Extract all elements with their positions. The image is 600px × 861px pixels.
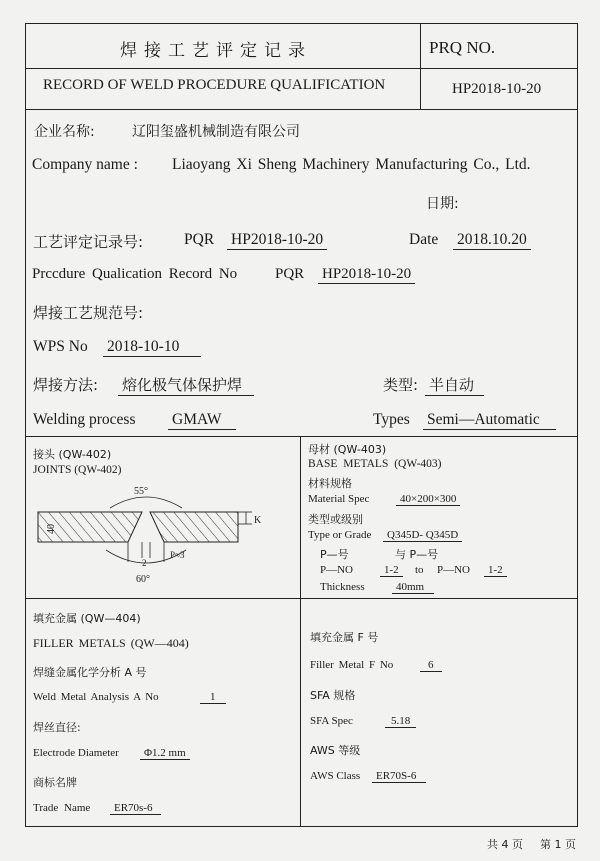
analysis-value: 1 [200, 691, 226, 704]
frame-top [25, 23, 578, 24]
p-no-value-2: 1-2 [484, 564, 507, 577]
analysis-label: Weld Metal Analysis A No [33, 691, 159, 703]
f-no-cn: 填充金属 F 号 [310, 631, 379, 644]
record-label-cn: 工艺评定记录号: [33, 233, 144, 251]
sfa-cn: SFA 规格 [310, 689, 356, 702]
filler-label-cn: 填充金属 (QW—404) [33, 612, 141, 625]
frame-left [25, 23, 26, 827]
type-value-cn: 半自动 [425, 374, 484, 396]
thickness-label-en: Thickness [320, 581, 365, 593]
sfa-value: 5.18 [385, 715, 416, 728]
company-name-cn: 辽阳玺盛机械制造有限公司 [132, 124, 300, 140]
type-label-en: Types [373, 411, 410, 428]
aws-value: ER70S-6 [372, 770, 426, 783]
material-spec-label: Material Spec [308, 493, 370, 505]
joint-diagram [30, 478, 265, 590]
company-name-en: Liaoyang Xi Sheng Machinery Manufacturing Co., Ltd. [172, 156, 531, 173]
header-divider-v [420, 23, 421, 109]
p-no-value: 1-2 [380, 564, 403, 577]
p-no-label-2: P—NO [437, 564, 471, 576]
wps-label-cn: 焊接工艺规范号: [33, 304, 144, 322]
base-metals-label-cn: 母材 (QW-403) [308, 443, 387, 456]
p-no-cn: P—号 [320, 548, 349, 561]
frame-right [577, 23, 578, 827]
type-value-en: Semi—Automatic [423, 411, 556, 430]
record-pqr-prefix: PQR [184, 231, 215, 248]
process-label-en: Welding process [33, 411, 136, 428]
process-value-en: GMAW [168, 411, 236, 430]
wps-value: 2018-10-10 [103, 338, 201, 357]
base-metals-label-en: BASE METALS (QW-403) [308, 458, 442, 470]
filler-label-en: FILLER METALS (QW—404) [33, 636, 189, 650]
with-p-no-cn: 与 P—号 [395, 548, 439, 561]
company-name-cn-label: 企业名称: [34, 124, 95, 140]
header-divider-h2 [25, 109, 578, 110]
type-label-cn: 类型: [383, 376, 419, 394]
angle-bottom-label: 60° [136, 574, 150, 585]
gap-label: 2 [142, 558, 147, 568]
right-plate [150, 512, 238, 542]
process-label-cn: 焊接方法: [33, 376, 99, 394]
aws-label: AWS Class [310, 770, 361, 782]
record-pqr-prefix-en: PQR [275, 266, 305, 282]
prq-value: HP2018-10-20 [452, 81, 542, 97]
trade-value: ER70s-6 [110, 802, 161, 815]
material-spec-value: 40×200×300 [396, 493, 460, 506]
grade-label: Type or Grade [308, 529, 372, 541]
date-label-en: Date [409, 231, 439, 248]
section-divider-2 [25, 598, 578, 599]
p-no-to: to [415, 564, 424, 576]
p-no-label: P—NO [320, 564, 354, 576]
trade-label: Trade Name [33, 802, 91, 814]
total-pages: 共 4 页 [487, 838, 523, 851]
thickness-label: 40 [46, 524, 57, 534]
root-face-label: P≈3 [170, 550, 185, 560]
title-cn: 焊接工艺评定记录 [120, 41, 312, 61]
company-name-en-label: Company name : [32, 156, 138, 173]
title-en: RECORD OF WELD PROCEDURE QUALIFICATION [43, 77, 386, 93]
date-label-cn: 日期: [426, 196, 459, 212]
record-value: HP2018-10-20 [227, 231, 327, 250]
page-number: 第 1 页 [540, 838, 576, 851]
grade-cn: 类型或级别 [308, 513, 363, 526]
k-label: K [254, 515, 262, 526]
f-no-value: 6 [420, 659, 442, 672]
trade-cn: 商标名牌 [33, 776, 77, 789]
date-value: 2018.10.20 [453, 231, 531, 250]
thickness-value: 40mm [392, 581, 434, 594]
joints-label-en: JOINTS (QW-402) [33, 464, 122, 476]
material-spec-cn: 材料规格 [308, 477, 352, 490]
sfa-label: SFA Spec [310, 715, 353, 727]
joints-label-cn: 接头 (QW-402) [33, 448, 112, 461]
angle-top-label: 55° [134, 486, 148, 497]
section-divider-1 [25, 436, 578, 437]
diameter-cn: 焊丝直径: [33, 721, 81, 734]
aws-cn: AWS 等级 [310, 744, 361, 757]
process-value-cn: 熔化极气体保护焊 [118, 374, 254, 396]
header-divider-h1 [25, 68, 578, 69]
section-divider-v [300, 436, 301, 826]
prq-label: PRQ NO. [429, 38, 496, 57]
wps-label-en: WPS No [33, 338, 88, 355]
diameter-value: Φ1.2 mm [140, 747, 190, 760]
record-value-en: HP2018-10-20 [318, 266, 415, 284]
f-no-label: Filler Metal F No [310, 659, 394, 671]
diameter-label: Electrode Diameter [33, 747, 119, 759]
top-angle-arc [110, 497, 182, 508]
record-label-en: Prccdure Qualication Record No [32, 266, 238, 282]
analysis-cn: 焊缝金属化学分析 A 号 [33, 666, 147, 679]
grade-value: Q345D- Q345D [383, 529, 462, 542]
frame-bottom [25, 826, 578, 827]
